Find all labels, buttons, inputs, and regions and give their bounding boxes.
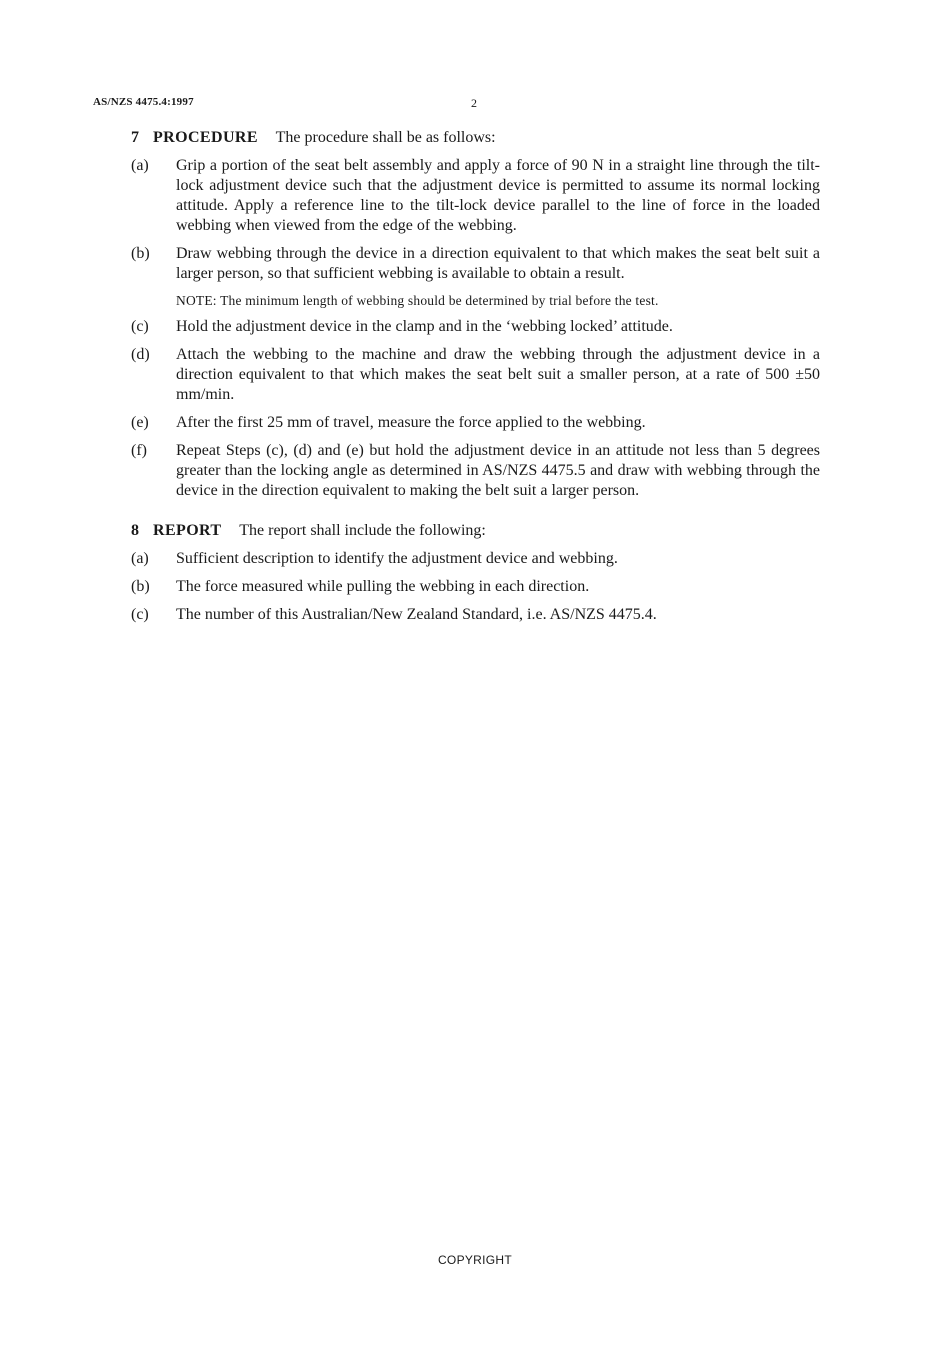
list-item-text: Hold the adjustment device in the clamp and in the ‘webbing locked’ attitude. [176,318,673,335]
list-item [131,605,820,625]
list-item [131,413,820,433]
clause-intro: The report shall include the following: [239,522,486,539]
list-item-label: (a) [131,550,149,567]
list-item-label: (d) [131,346,150,363]
copyright-footer: COPYRIGHT [437,1253,513,1267]
page-number: 2 [471,96,477,110]
list-item-text: Sufficient description to identify the adjustment device and webbing. [176,550,618,567]
list-item [131,441,820,501]
list-item [131,549,820,569]
list-item-text: After the first 25 mm of travel, measure the force applied to the webbing. [176,414,646,431]
list-item [131,577,820,597]
list-item-text: The number of this Australian/New Zealand Standard, i.e. AS/NZS 4475.4. [176,606,657,623]
list-item-text: The force measured while pulling the webbing in each direction. [176,578,590,595]
procedure-list [131,156,820,284]
report-list [131,549,820,625]
list-item-label: (a) [131,157,149,174]
clause-number: 8 [131,522,139,539]
list-item-label: (b) [131,245,150,262]
clause-heading-procedure [131,128,820,148]
list-item-label: (c) [131,318,149,335]
list-item-text: Draw webbing through the device in a direction equivalent to that which makes the seat belt suit a larger person, so that sufficient webbing is available to obtain a result. [176,245,820,282]
list-item-label: (e) [131,414,149,431]
list-item [131,345,820,405]
clause-intro: The procedure shall be as follows: [275,129,496,146]
list-item-label: (b) [131,578,150,595]
list-item [131,317,820,337]
list-item-text: Grip a portion of the seat belt assembly and apply a force of 90 N in a straight line through the tilt-lock adjustment device such that the adjustment device is permitted to assume its normal locking attitude. Apply a reference line to the tilt-lock device parallel to the line of force in the loaded webbing when viewed from the edge of the webbing. [176,157,820,234]
list-item-label: (c) [131,606,149,623]
running-head: AS/NZS 4475.4:1997 [93,96,194,108]
list-item-text: Repeat Steps (c), (d) and (e) but hold the adjustment device in an attitude not less than 5 degrees greater than the locking angle as determined in AS/NZS 4475.5 and draw with webbing through the device in the direction equivalent to making the belt suit a larger person. [176,442,820,499]
list-item [131,156,820,236]
clause-title: REPORT [153,522,222,539]
procedure-list-continued [131,317,820,501]
clause-heading-report [131,521,820,541]
document-body [131,128,820,633]
list-item-text: Attach the webbing to the machine and draw the webbing through the adjustment device in a direction equivalent to that which makes the seat belt suit a smaller person, at a rate of 500 ±50 mm/min. [176,346,820,403]
list-item [131,244,820,284]
clause-number: 7 [131,129,139,146]
list-item-label: (f) [131,442,147,459]
clause-title: PROCEDURE [153,129,258,146]
note: NOTE: The minimum length of webbing should be determined by trial before the test. [176,293,659,308]
